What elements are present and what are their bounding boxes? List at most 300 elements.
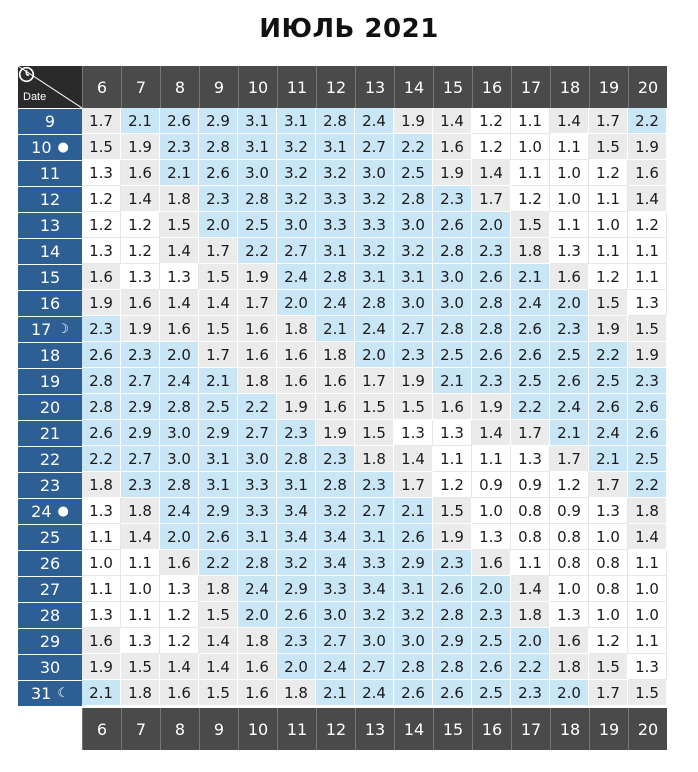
value-cell-d21-h6: 2.6 bbox=[82, 420, 121, 446]
corner-header bbox=[18, 66, 82, 108]
value-cell-d11-h19: 1.2 bbox=[589, 160, 628, 186]
bottom-hour-6: 6 bbox=[82, 708, 121, 750]
value-cell-d24-h9: 2.9 bbox=[199, 498, 238, 524]
value-cell-d24-h17: 0.8 bbox=[511, 498, 550, 524]
value-cell-d13-h20: 1.2 bbox=[628, 212, 667, 238]
date-label-27 bbox=[18, 576, 82, 602]
value-cell-d18-h13: 2.0 bbox=[355, 342, 394, 368]
bottom-hour-8: 8 bbox=[160, 708, 199, 750]
value-cell-d19-h13: 1.7 bbox=[355, 368, 394, 394]
value-cell-d11-h11: 3.2 bbox=[277, 160, 316, 186]
value-cell-d19-h8: 2.4 bbox=[160, 368, 199, 394]
value-cell-d29-h8: 1.2 bbox=[160, 628, 199, 654]
date-label-21 bbox=[18, 420, 82, 446]
value-cell-d22-h12: 2.3 bbox=[316, 446, 355, 472]
value-cell-d12-h7: 1.4 bbox=[121, 186, 160, 212]
value-cell-d14-h15: 2.8 bbox=[433, 238, 472, 264]
value-cell-d15-h11: 2.4 bbox=[277, 264, 316, 290]
value-cell-d14-h19: 1.1 bbox=[589, 238, 628, 264]
value-cell-d10-h11: 3.2 bbox=[277, 134, 316, 160]
value-cell-d18-h11: 1.6 bbox=[277, 342, 316, 368]
value-cell-d13-h12: 3.3 bbox=[316, 212, 355, 238]
value-cell-d24-h19: 1.3 bbox=[589, 498, 628, 524]
value-cell-d9-h6: 1.7 bbox=[82, 108, 121, 134]
value-cell-d16-h18: 2.0 bbox=[550, 290, 589, 316]
value-cell-d11-h8: 2.1 bbox=[160, 160, 199, 186]
date-label-23 bbox=[18, 472, 82, 498]
value-cell-d22-h11: 2.8 bbox=[277, 446, 316, 472]
value-cell-d28-h6: 1.3 bbox=[82, 602, 121, 628]
last-quarter-moon-icon: ☾ bbox=[57, 686, 69, 701]
value-cell-d28-h20: 1.0 bbox=[628, 602, 667, 628]
date-label-30 bbox=[18, 654, 82, 680]
value-cell-d12-h16: 1.7 bbox=[472, 186, 511, 212]
value-cell-d14-h12: 3.1 bbox=[316, 238, 355, 264]
value-cell-d29-h15: 2.9 bbox=[433, 628, 472, 654]
value-cell-d13-h11: 3.0 bbox=[277, 212, 316, 238]
value-cell-d25-h13: 3.1 bbox=[355, 524, 394, 550]
date-number: 12 bbox=[39, 190, 61, 209]
value-cell-d14-h17: 1.8 bbox=[511, 238, 550, 264]
value-cell-d18-h9: 1.7 bbox=[199, 342, 238, 368]
value-cell-d25-h19: 1.0 bbox=[589, 524, 628, 550]
value-cell-d21-h11: 2.3 bbox=[277, 420, 316, 446]
value-cell-d16-h15: 3.0 bbox=[433, 290, 472, 316]
value-cell-d16-h8: 1.4 bbox=[160, 290, 199, 316]
value-cell-d15-h9: 1.5 bbox=[199, 264, 238, 290]
value-cell-d22-h8: 3.0 bbox=[160, 446, 199, 472]
date-number: 22 bbox=[39, 450, 61, 469]
value-cell-d19-h6: 2.8 bbox=[82, 368, 121, 394]
top-hour-18: 18 bbox=[550, 66, 589, 108]
value-cell-d16-h10: 1.7 bbox=[238, 290, 277, 316]
value-cell-d20-h13: 1.5 bbox=[355, 394, 394, 420]
value-cell-d31-h10: 1.6 bbox=[238, 680, 277, 706]
value-cell-d15-h17: 2.1 bbox=[511, 264, 550, 290]
value-cell-d13-h8: 1.5 bbox=[160, 212, 199, 238]
value-cell-d18-h15: 2.5 bbox=[433, 342, 472, 368]
bottom-hour-16: 16 bbox=[472, 708, 511, 750]
value-cell-d21-h8: 3.0 bbox=[160, 420, 199, 446]
value-cell-d26-h17: 1.1 bbox=[511, 550, 550, 576]
value-cell-d11-h14: 2.5 bbox=[394, 160, 433, 186]
bottom-hour-10: 10 bbox=[238, 708, 277, 750]
value-cell-d14-h6: 1.3 bbox=[82, 238, 121, 264]
value-cell-d10-h16: 1.2 bbox=[472, 134, 511, 160]
value-cell-d30-h8: 1.4 bbox=[160, 654, 199, 680]
value-cell-d18-h18: 2.5 bbox=[550, 342, 589, 368]
date-label-9 bbox=[18, 108, 82, 134]
value-cell-d17-h9: 1.5 bbox=[199, 316, 238, 342]
value-cell-d16-h6: 1.9 bbox=[82, 290, 121, 316]
value-cell-d9-h11: 3.1 bbox=[277, 108, 316, 134]
value-cell-d19-h14: 1.9 bbox=[394, 368, 433, 394]
value-cell-d30-h14: 2.8 bbox=[394, 654, 433, 680]
value-cell-d10-h15: 1.6 bbox=[433, 134, 472, 160]
top-hour-10: 10 bbox=[238, 66, 277, 108]
value-cell-d31-h18: 2.0 bbox=[550, 680, 589, 706]
date-number: 18 bbox=[39, 346, 61, 365]
value-cell-d23-h15: 1.2 bbox=[433, 472, 472, 498]
value-cell-d26-h15: 2.3 bbox=[433, 550, 472, 576]
date-number: 16 bbox=[39, 294, 61, 313]
value-cell-d12-h11: 3.2 bbox=[277, 186, 316, 212]
top-hour-19: 19 bbox=[589, 66, 628, 108]
value-cell-d20-h6: 2.8 bbox=[82, 394, 121, 420]
value-cell-d9-h20: 2.2 bbox=[628, 108, 667, 134]
value-cell-d17-h20: 1.5 bbox=[628, 316, 667, 342]
value-cell-d18-h7: 2.3 bbox=[121, 342, 160, 368]
value-cell-d10-h7: 1.9 bbox=[121, 134, 160, 160]
bottom-hour-13: 13 bbox=[355, 708, 394, 750]
value-cell-d28-h9: 1.5 bbox=[199, 602, 238, 628]
date-axis-label: Date bbox=[23, 91, 47, 103]
value-cell-d10-h8: 2.3 bbox=[160, 134, 199, 160]
value-cell-d13-h6: 1.2 bbox=[82, 212, 121, 238]
date-label-11 bbox=[18, 160, 82, 186]
value-cell-d19-h11: 1.6 bbox=[277, 368, 316, 394]
value-cell-d20-h11: 1.9 bbox=[277, 394, 316, 420]
value-cell-d15-h8: 1.3 bbox=[160, 264, 199, 290]
date-label-29 bbox=[18, 628, 82, 654]
value-cell-d17-h16: 2.8 bbox=[472, 316, 511, 342]
value-cell-d19-h10: 1.8 bbox=[238, 368, 277, 394]
value-cell-d27-h8: 1.3 bbox=[160, 576, 199, 602]
value-cell-d30-h13: 2.7 bbox=[355, 654, 394, 680]
value-cell-d26-h12: 3.4 bbox=[316, 550, 355, 576]
value-cell-d10-h13: 2.7 bbox=[355, 134, 394, 160]
value-cell-d9-h16: 1.2 bbox=[472, 108, 511, 134]
value-cell-d27-h18: 1.0 bbox=[550, 576, 589, 602]
value-cell-d22-h14: 1.4 bbox=[394, 446, 433, 472]
value-cell-d12-h14: 2.8 bbox=[394, 186, 433, 212]
value-cell-d23-h20: 2.2 bbox=[628, 472, 667, 498]
bottom-hour-18: 18 bbox=[550, 708, 589, 750]
value-cell-d18-h12: 1.8 bbox=[316, 342, 355, 368]
value-cell-d13-h16: 2.0 bbox=[472, 212, 511, 238]
top-hour-11: 11 bbox=[277, 66, 316, 108]
value-cell-d29-h17: 2.0 bbox=[511, 628, 550, 654]
value-cell-d19-h18: 2.6 bbox=[550, 368, 589, 394]
value-cell-d16-h17: 2.4 bbox=[511, 290, 550, 316]
value-cell-d10-h17: 1.0 bbox=[511, 134, 550, 160]
date-label-15 bbox=[18, 264, 82, 290]
value-cell-d27-h17: 1.4 bbox=[511, 576, 550, 602]
value-cell-d29-h16: 2.5 bbox=[472, 628, 511, 654]
value-cell-d11-h12: 3.2 bbox=[316, 160, 355, 186]
value-cell-d9-h18: 1.4 bbox=[550, 108, 589, 134]
top-hour-8: 8 bbox=[160, 66, 199, 108]
value-cell-d17-h13: 2.4 bbox=[355, 316, 394, 342]
value-cell-d26-h6: 1.0 bbox=[82, 550, 121, 576]
value-cell-d10-h12: 3.1 bbox=[316, 134, 355, 160]
value-cell-d20-h7: 2.9 bbox=[121, 394, 160, 420]
value-cell-d22-h20: 2.5 bbox=[628, 446, 667, 472]
value-cell-d23-h17: 0.9 bbox=[511, 472, 550, 498]
date-label-18 bbox=[18, 342, 82, 368]
value-cell-d24-h12: 3.2 bbox=[316, 498, 355, 524]
value-cell-d10-h10: 3.1 bbox=[238, 134, 277, 160]
value-cell-d25-h9: 2.6 bbox=[199, 524, 238, 550]
value-cell-d21-h20: 2.6 bbox=[628, 420, 667, 446]
value-cell-d25-h11: 3.4 bbox=[277, 524, 316, 550]
value-cell-d11-h13: 3.0 bbox=[355, 160, 394, 186]
value-cell-d29-h6: 1.6 bbox=[82, 628, 121, 654]
value-cell-d20-h10: 2.2 bbox=[238, 394, 277, 420]
value-cell-d23-h12: 2.8 bbox=[316, 472, 355, 498]
first-quarter-moon-icon: ☽ bbox=[57, 322, 69, 337]
value-cell-d19-h15: 2.1 bbox=[433, 368, 472, 394]
value-cell-d31-h20: 1.5 bbox=[628, 680, 667, 706]
value-cell-d27-h20: 1.0 bbox=[628, 576, 667, 602]
value-cell-d26-h14: 2.9 bbox=[394, 550, 433, 576]
top-hour-6: 6 bbox=[82, 66, 121, 108]
date-label-26 bbox=[18, 550, 82, 576]
value-cell-d14-h18: 1.3 bbox=[550, 238, 589, 264]
value-cell-d30-h17: 2.2 bbox=[511, 654, 550, 680]
date-label-10 bbox=[18, 134, 82, 160]
value-cell-d9-h19: 1.7 bbox=[589, 108, 628, 134]
value-cell-d19-h16: 2.3 bbox=[472, 368, 511, 394]
value-cell-d9-h14: 1.9 bbox=[394, 108, 433, 134]
value-cell-d28-h19: 1.0 bbox=[589, 602, 628, 628]
value-cell-d9-h8: 2.6 bbox=[160, 108, 199, 134]
value-cell-d23-h9: 3.1 bbox=[199, 472, 238, 498]
value-cell-d29-h12: 2.7 bbox=[316, 628, 355, 654]
value-cell-d29-h19: 1.2 bbox=[589, 628, 628, 654]
value-cell-d20-h16: 1.9 bbox=[472, 394, 511, 420]
value-cell-d21-h15: 1.3 bbox=[433, 420, 472, 446]
value-cell-d24-h8: 2.4 bbox=[160, 498, 199, 524]
value-cell-d27-h9: 1.8 bbox=[199, 576, 238, 602]
top-hour-12: 12 bbox=[316, 66, 355, 108]
bottom-hour-14: 14 bbox=[394, 708, 433, 750]
value-cell-d12-h10: 2.8 bbox=[238, 186, 277, 212]
value-cell-d23-h19: 1.7 bbox=[589, 472, 628, 498]
top-hour-17: 17 bbox=[511, 66, 550, 108]
value-cell-d24-h20: 1.8 bbox=[628, 498, 667, 524]
value-cell-d11-h10: 3.0 bbox=[238, 160, 277, 186]
date-number: 23 bbox=[39, 476, 61, 495]
top-hour-15: 15 bbox=[433, 66, 472, 108]
value-cell-d31-h14: 2.6 bbox=[394, 680, 433, 706]
value-cell-d27-h14: 3.1 bbox=[394, 576, 433, 602]
value-cell-d25-h6: 1.1 bbox=[82, 524, 121, 550]
clock-icon bbox=[18, 66, 35, 83]
value-cell-d28-h17: 1.8 bbox=[511, 602, 550, 628]
value-cell-d26-h13: 3.3 bbox=[355, 550, 394, 576]
value-cell-d26-h10: 2.8 bbox=[238, 550, 277, 576]
value-cell-d24-h16: 1.0 bbox=[472, 498, 511, 524]
value-cell-d28-h10: 2.0 bbox=[238, 602, 277, 628]
value-cell-d31-h16: 2.5 bbox=[472, 680, 511, 706]
value-cell-d21-h14: 1.3 bbox=[394, 420, 433, 446]
value-cell-d29-h18: 1.6 bbox=[550, 628, 589, 654]
value-cell-d27-h19: 0.8 bbox=[589, 576, 628, 602]
value-cell-d29-h20: 1.1 bbox=[628, 628, 667, 654]
value-cell-d14-h7: 1.2 bbox=[121, 238, 160, 264]
value-cell-d10-h6: 1.5 bbox=[82, 134, 121, 160]
date-label-25 bbox=[18, 524, 82, 550]
value-cell-d16-h13: 2.8 bbox=[355, 290, 394, 316]
value-cell-d31-h15: 2.6 bbox=[433, 680, 472, 706]
value-cell-d19-h20: 2.3 bbox=[628, 368, 667, 394]
value-cell-d11-h17: 1.1 bbox=[511, 160, 550, 186]
bottom-hour-19: 19 bbox=[589, 708, 628, 750]
value-cell-d12-h13: 3.2 bbox=[355, 186, 394, 212]
value-cell-d25-h7: 1.4 bbox=[121, 524, 160, 550]
value-cell-d15-h19: 1.2 bbox=[589, 264, 628, 290]
value-cell-d23-h8: 2.8 bbox=[160, 472, 199, 498]
value-cell-d15-h20: 1.1 bbox=[628, 264, 667, 290]
value-cell-d12-h19: 1.1 bbox=[589, 186, 628, 212]
top-hour-20: 20 bbox=[628, 66, 667, 108]
value-cell-d17-h7: 1.9 bbox=[121, 316, 160, 342]
value-cell-d17-h14: 2.7 bbox=[394, 316, 433, 342]
value-cell-d12-h17: 1.2 bbox=[511, 186, 550, 212]
value-cell-d27-h11: 2.9 bbox=[277, 576, 316, 602]
value-cell-d13-h9: 2.0 bbox=[199, 212, 238, 238]
date-number: 13 bbox=[39, 216, 61, 235]
value-cell-d30-h19: 1.5 bbox=[589, 654, 628, 680]
date-number: 30 bbox=[39, 658, 61, 677]
value-cell-d28-h16: 2.3 bbox=[472, 602, 511, 628]
value-cell-d22-h17: 1.3 bbox=[511, 446, 550, 472]
value-cell-d26-h18: 0.8 bbox=[550, 550, 589, 576]
value-cell-d26-h11: 3.2 bbox=[277, 550, 316, 576]
value-cell-d21-h16: 1.4 bbox=[472, 420, 511, 446]
bottom-hour-7: 7 bbox=[121, 708, 160, 750]
value-cell-d25-h18: 0.8 bbox=[550, 524, 589, 550]
value-cell-d29-h9: 1.4 bbox=[199, 628, 238, 654]
value-cell-d14-h16: 2.3 bbox=[472, 238, 511, 264]
value-cell-d27-h10: 2.4 bbox=[238, 576, 277, 602]
date-number: 27 bbox=[39, 580, 61, 599]
value-cell-d18-h17: 2.6 bbox=[511, 342, 550, 368]
value-cell-d22-h10: 3.0 bbox=[238, 446, 277, 472]
value-cell-d31-h13: 2.4 bbox=[355, 680, 394, 706]
value-cell-d17-h15: 2.8 bbox=[433, 316, 472, 342]
value-cell-d17-h18: 2.3 bbox=[550, 316, 589, 342]
value-cell-d31-h19: 1.7 bbox=[589, 680, 628, 706]
value-cell-d22-h18: 1.7 bbox=[550, 446, 589, 472]
value-cell-d18-h14: 2.3 bbox=[394, 342, 433, 368]
bottom-hour-12: 12 bbox=[316, 708, 355, 750]
value-cell-d24-h13: 2.7 bbox=[355, 498, 394, 524]
value-cell-d13-h7: 1.2 bbox=[121, 212, 160, 238]
value-cell-d18-h19: 2.2 bbox=[589, 342, 628, 368]
value-cell-d25-h8: 2.0 bbox=[160, 524, 199, 550]
value-cell-d11-h6: 1.3 bbox=[82, 160, 121, 186]
value-cell-d13-h19: 1.0 bbox=[589, 212, 628, 238]
value-cell-d30-h10: 1.6 bbox=[238, 654, 277, 680]
value-cell-d22-h13: 1.8 bbox=[355, 446, 394, 472]
value-cell-d30-h7: 1.5 bbox=[121, 654, 160, 680]
value-cell-d13-h13: 3.3 bbox=[355, 212, 394, 238]
value-cell-d18-h6: 2.6 bbox=[82, 342, 121, 368]
value-cell-d20-h14: 1.5 bbox=[394, 394, 433, 420]
date-number: 21 bbox=[39, 424, 61, 443]
value-cell-d30-h15: 2.8 bbox=[433, 654, 472, 680]
value-cell-d26-h7: 1.1 bbox=[121, 550, 160, 576]
value-cell-d30-h9: 1.4 bbox=[199, 654, 238, 680]
value-cell-d24-h10: 3.3 bbox=[238, 498, 277, 524]
value-cell-d11-h18: 1.0 bbox=[550, 160, 589, 186]
value-cell-d12-h18: 1.0 bbox=[550, 186, 589, 212]
date-label-13 bbox=[18, 212, 82, 238]
value-cell-d12-h20: 1.4 bbox=[628, 186, 667, 212]
full-moon-icon: ● bbox=[57, 504, 69, 519]
value-cell-d15-h18: 1.6 bbox=[550, 264, 589, 290]
value-cell-d9-h15: 1.4 bbox=[433, 108, 472, 134]
value-cell-d30-h12: 2.4 bbox=[316, 654, 355, 680]
date-number: 11 bbox=[39, 164, 61, 183]
date-label-12 bbox=[18, 186, 82, 212]
bottom-hour-11: 11 bbox=[277, 708, 316, 750]
value-cell-d9-h7: 2.1 bbox=[121, 108, 160, 134]
value-cell-d13-h14: 3.0 bbox=[394, 212, 433, 238]
value-cell-d23-h18: 1.2 bbox=[550, 472, 589, 498]
value-cell-d16-h16: 2.8 bbox=[472, 290, 511, 316]
value-cell-d11-h7: 1.6 bbox=[121, 160, 160, 186]
date-number: 9 bbox=[44, 112, 56, 131]
value-cell-d23-h6: 1.8 bbox=[82, 472, 121, 498]
value-cell-d13-h17: 1.5 bbox=[511, 212, 550, 238]
value-cell-d18-h16: 2.6 bbox=[472, 342, 511, 368]
value-cell-d12-h15: 2.3 bbox=[433, 186, 472, 212]
date-number: 31 bbox=[30, 684, 52, 703]
value-cell-d17-h12: 2.1 bbox=[316, 316, 355, 342]
bottom-hour-15: 15 bbox=[433, 708, 472, 750]
date-label-19 bbox=[18, 368, 82, 394]
value-cell-d28-h18: 1.3 bbox=[550, 602, 589, 628]
value-cell-d15-h6: 1.6 bbox=[82, 264, 121, 290]
value-cell-d16-h7: 1.6 bbox=[121, 290, 160, 316]
value-cell-d16-h9: 1.4 bbox=[199, 290, 238, 316]
value-cell-d27-h12: 3.3 bbox=[316, 576, 355, 602]
value-cell-d26-h9: 2.2 bbox=[199, 550, 238, 576]
date-number: 10 bbox=[31, 138, 52, 157]
value-cell-d13-h18: 1.1 bbox=[550, 212, 589, 238]
top-hour-16: 16 bbox=[472, 66, 511, 108]
value-cell-d27-h16: 2.0 bbox=[472, 576, 511, 602]
value-cell-d12-h12: 3.3 bbox=[316, 186, 355, 212]
value-cell-d28-h15: 2.8 bbox=[433, 602, 472, 628]
value-cell-d19-h9: 2.1 bbox=[199, 368, 238, 394]
value-cell-d30-h18: 1.8 bbox=[550, 654, 589, 680]
value-cell-d17-h6: 2.3 bbox=[82, 316, 121, 342]
value-cell-d23-h16: 0.9 bbox=[472, 472, 511, 498]
value-cell-d12-h6: 1.2 bbox=[82, 186, 121, 212]
date-label-31 bbox=[18, 680, 82, 706]
value-cell-d29-h13: 3.0 bbox=[355, 628, 394, 654]
value-cell-d17-h11: 1.8 bbox=[277, 316, 316, 342]
date-number: 24 bbox=[31, 502, 52, 521]
value-cell-d9-h9: 2.9 bbox=[199, 108, 238, 134]
date-label-16 bbox=[18, 290, 82, 316]
value-cell-d16-h20: 1.3 bbox=[628, 290, 667, 316]
value-cell-d25-h15: 1.9 bbox=[433, 524, 472, 550]
date-label-22 bbox=[18, 446, 82, 472]
value-cell-d23-h11: 3.1 bbox=[277, 472, 316, 498]
date-number: 14 bbox=[39, 242, 61, 261]
date-label-24 bbox=[18, 498, 82, 524]
value-cell-d28-h14: 3.2 bbox=[394, 602, 433, 628]
value-cell-d16-h19: 1.5 bbox=[589, 290, 628, 316]
date-label-28 bbox=[18, 602, 82, 628]
value-cell-d26-h20: 1.1 bbox=[628, 550, 667, 576]
value-cell-d9-h10: 3.1 bbox=[238, 108, 277, 134]
